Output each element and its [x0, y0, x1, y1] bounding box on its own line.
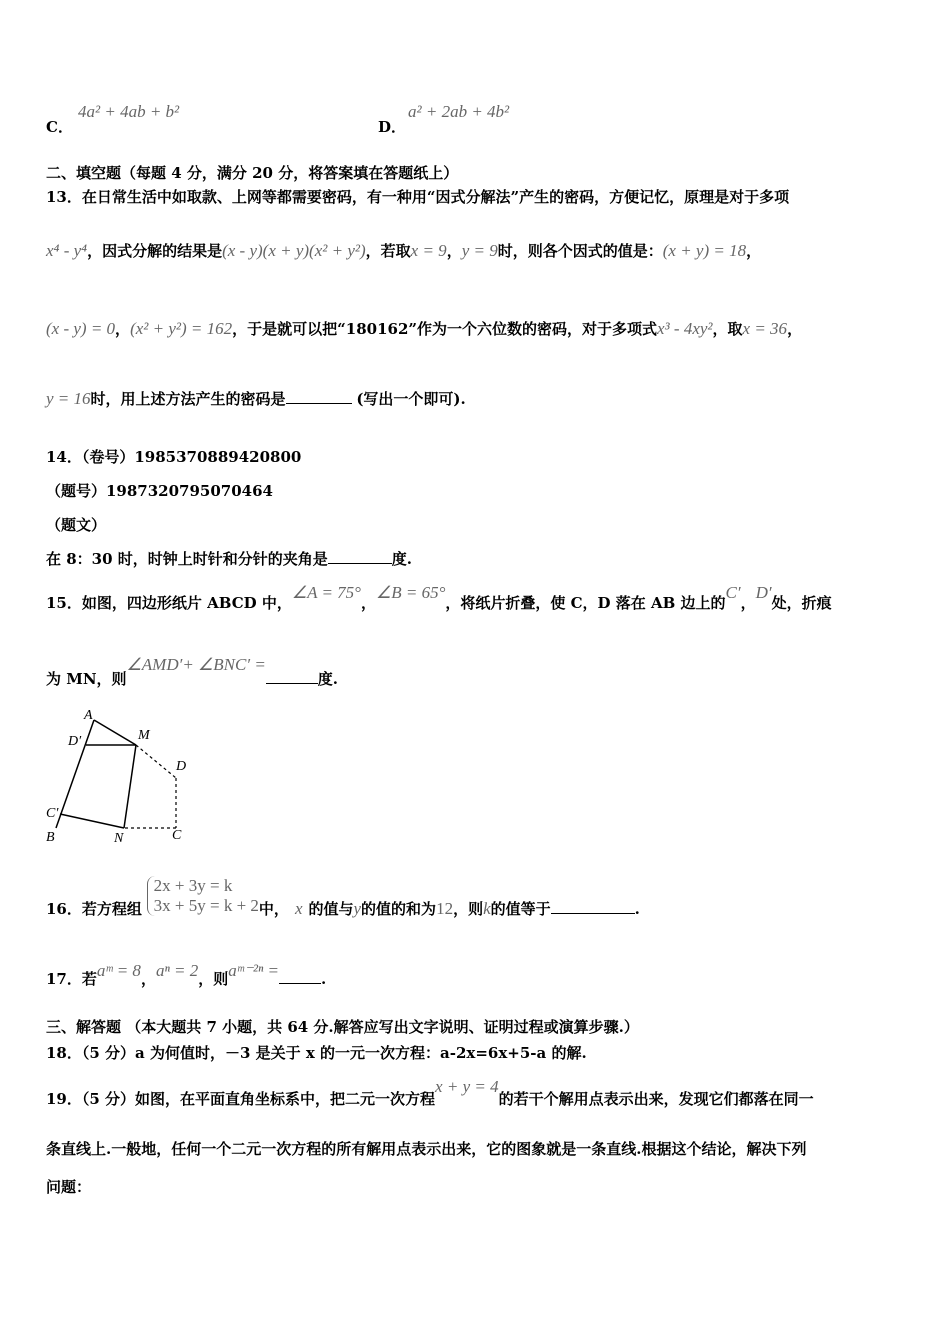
point-label-d-prime: D′ [68, 734, 82, 749]
crease-mn [124, 745, 136, 828]
text: 时，用上述方法产生的密码是 [90, 390, 286, 408]
math: ∠AMD′+ ∠BNC′ = [126, 655, 266, 674]
answer-blank[interactable] [279, 969, 321, 984]
math: 12 [436, 899, 454, 918]
math: aᵐ⁻²ⁿ = [228, 961, 280, 980]
option-c-label: C． [46, 118, 73, 136]
q14-line1: 14．（卷号）1985370889420800 [46, 448, 302, 466]
q14-line3: （题文） [46, 516, 107, 534]
text: 的值与 [308, 900, 354, 918]
text: ，则 [198, 970, 229, 988]
text: . [321, 970, 327, 988]
text: ，则 [453, 900, 484, 918]
text: 的若干个解用点表示出来，发现它们都落在同一 [498, 1090, 814, 1108]
math: C′ [725, 583, 741, 602]
text: ， [360, 594, 376, 612]
q13-line1: 13．在日常生活中如取款、上网等都需要密码，有一种用“因式分解法”产生的密码，方便记忆，原理是对于多项 [46, 188, 790, 206]
math: x⁴ - y⁴ [46, 241, 88, 260]
point-label-c-prime: C′ [46, 806, 59, 821]
text: ，取 [712, 320, 743, 338]
answer-blank[interactable] [286, 389, 352, 404]
q14-line2: （题号）1987320795070464 [46, 482, 273, 500]
math: aⁿ = 2 [155, 961, 199, 980]
edge-c1n [60, 814, 124, 828]
edge-am [94, 720, 136, 745]
math: y = 9 [461, 241, 498, 260]
q14-line4 [46, 548, 412, 569]
point-label-c: C [172, 828, 182, 843]
math: y [353, 899, 362, 918]
text: 的值等于 [490, 900, 551, 918]
q16 [46, 876, 640, 919]
math: (x² + y²) = 162 [130, 319, 233, 338]
equation-system [147, 876, 259, 916]
q15-line1 [46, 583, 832, 613]
answer-blank[interactable] [551, 899, 635, 914]
text: 度. [317, 670, 339, 688]
q13-line4 [46, 388, 466, 409]
math: (x - y) = 0 [46, 319, 116, 338]
q19-line2: 条直线上.一般地，任何一个二元一次方程的所有解用点表示出来，它的图象就是一条直线.根据这个结论，解决下列 [46, 1140, 807, 1158]
equation-2: 3x + 5y = k + 2 [153, 896, 259, 915]
text: ， [115, 320, 131, 338]
point-label-d: D [176, 759, 187, 774]
text: 处，折痕 [771, 594, 832, 612]
math: D′ [755, 583, 772, 602]
equation-1: 2x + 3y = k [153, 876, 233, 895]
text: ，将纸片折叠，使 C，D 落在 AB 边上的 [445, 594, 726, 612]
point-label-m: M [138, 728, 150, 743]
text: 15．如图，四边形纸片 ABCD 中， [46, 594, 292, 612]
q19-line3: 问题： [46, 1178, 92, 1196]
q19-line1 [46, 1077, 814, 1109]
text: ，若取 [365, 242, 411, 260]
text: 16．若方程组 [46, 900, 142, 918]
point-label-a: A [84, 708, 93, 723]
math: x = 9 [410, 241, 447, 260]
text: 中， [258, 900, 289, 918]
answer-blank[interactable] [328, 549, 392, 564]
text: 度. [391, 550, 412, 568]
text: ，因式分解的结果是 [87, 242, 223, 260]
math: x³ - 4xy² [657, 319, 713, 338]
text: ， [740, 594, 756, 612]
text: 19．（5 分）如图，在平面直角坐标系中，把二元一次方程 [46, 1090, 436, 1108]
q18: 18．（5 分）a 为何值时，－3 是关于 x 的一元一次方程：a-2x=6x+5-a 的解. [46, 1044, 587, 1062]
text: ， [140, 970, 156, 988]
q13-line2 [46, 240, 761, 261]
math: ∠B = 65° [375, 583, 446, 602]
section3-title: 三、解答题 （本大题共 7 小题，共 64 分.解答应写出文字说明、证明过程或演算步骤.） [46, 1018, 639, 1036]
text: 的值的和为 [361, 900, 437, 918]
math: x + y = 4 [435, 1077, 499, 1096]
text: ， [446, 242, 462, 260]
point-label-n: N [114, 831, 124, 846]
answer-blank[interactable] [266, 669, 318, 684]
math: x [294, 899, 303, 918]
option-d-expr: a² + 2ab + 4b² [408, 102, 510, 121]
text: ， [787, 320, 803, 338]
text: ， [746, 242, 762, 260]
section2-title: 二、填空题（每题 4 分，满分 20 分，将答案填在答题纸上） [46, 164, 459, 182]
q13-line3 [46, 318, 802, 339]
text: (写出一个即可). [356, 390, 466, 408]
text: 17．若 [46, 970, 97, 988]
text: ，于是就可以把“180162”作为一个六位数的密码，对于多项式 [232, 320, 658, 338]
text: 时，则各个因式的值是： [497, 242, 663, 260]
text: 在 8：30 时，时钟上时针和分针的夹角是 [46, 550, 328, 568]
math: ∠A = 75° [291, 583, 361, 602]
edge-md [136, 745, 176, 778]
math: aᵐ = 8 [96, 961, 141, 980]
option-c-expr: 4a² + 4ab + b² [78, 102, 180, 121]
option-d-label: D． [378, 118, 407, 136]
math: k [483, 899, 491, 918]
text: . [634, 900, 640, 918]
q17 [46, 961, 327, 989]
math: y = 16 [46, 389, 91, 408]
math: (x - y)(x + y)(x² + y²) [222, 241, 366, 260]
point-label-b: B [46, 830, 55, 845]
text: 为 MN，则 [46, 670, 127, 688]
q15-line2 [46, 655, 339, 689]
math: (x + y) = 18 [662, 241, 747, 260]
math: x = 36 [742, 319, 788, 338]
